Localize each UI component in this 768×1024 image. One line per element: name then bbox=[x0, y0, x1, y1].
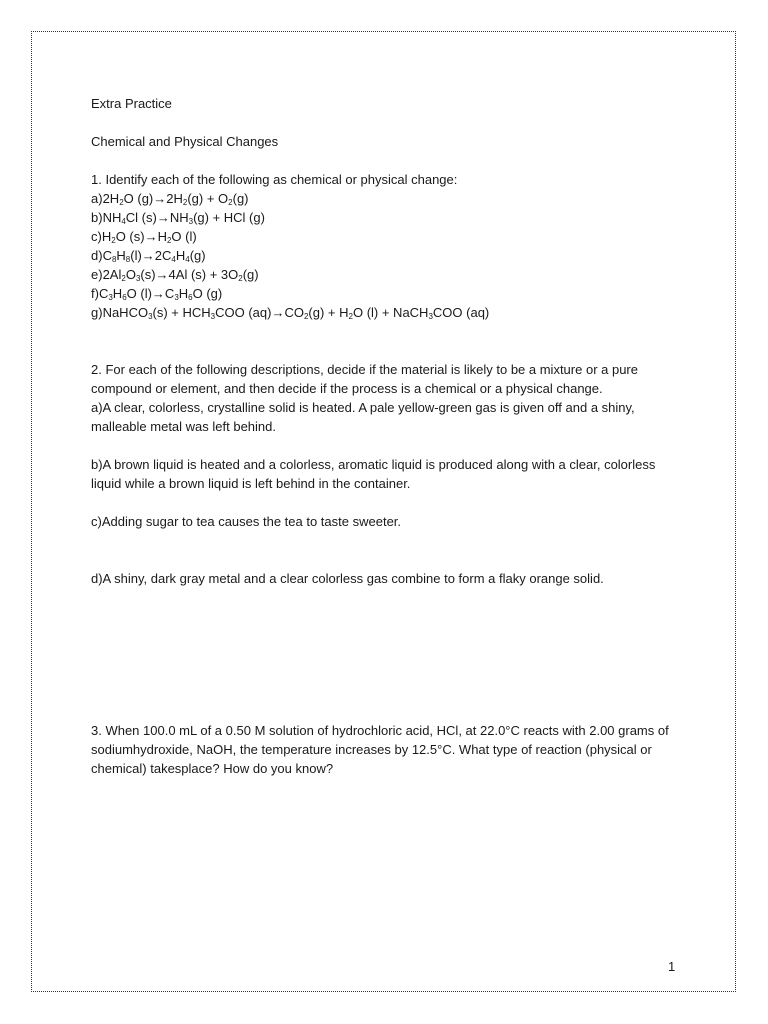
subscript: 2 bbox=[228, 198, 233, 207]
equation-label: f) bbox=[91, 286, 99, 301]
equation-item bbox=[91, 208, 681, 227]
equation-text: NH bbox=[102, 210, 122, 225]
subscript: 2 bbox=[303, 312, 309, 321]
question-1-prompt: 1. Identify each of the following as chemical or physical change: bbox=[91, 172, 458, 187]
equation-item bbox=[91, 303, 681, 322]
equation-text: 2Al bbox=[102, 267, 122, 282]
subscript: 2 bbox=[348, 312, 353, 321]
equation-text: H bbox=[116, 248, 126, 263]
equation-text: H bbox=[178, 286, 189, 301]
equation-text: (g) bbox=[242, 267, 259, 282]
document-title: Extra Practice bbox=[91, 96, 172, 111]
subscript: 3 bbox=[174, 293, 179, 302]
equation-item bbox=[91, 246, 681, 265]
equation-text: O (g) bbox=[192, 286, 223, 301]
equation-text: (g) + HCl (g) bbox=[193, 210, 265, 225]
equation-label: g) bbox=[91, 305, 103, 320]
question-2-prompt: 2. For each of the following descriptions, decide if the material is likely to be a mixture or a pure compound or element, and then decide if the process is a chemical or a physical change. bbox=[91, 362, 638, 396]
equation-text: O (l) bbox=[171, 229, 197, 244]
subscript: 8 bbox=[111, 255, 117, 264]
question-2c: c)Adding sugar to tea causes the tea to taste sweeter. bbox=[91, 514, 402, 529]
equation-item bbox=[91, 227, 681, 246]
subscript: 2 bbox=[111, 236, 116, 245]
equation-item bbox=[91, 284, 681, 303]
equation-text: (g) + H bbox=[308, 305, 349, 320]
equation-text: (g) bbox=[189, 248, 206, 263]
equation-text: O (l) + NaCH bbox=[352, 305, 429, 320]
subscript: 4 bbox=[185, 255, 190, 264]
subscript: 4 bbox=[121, 217, 126, 226]
subscript: 8 bbox=[125, 255, 131, 264]
equation-text: (s) + HCH bbox=[152, 305, 211, 320]
equation-text: H bbox=[112, 286, 123, 301]
equation-text: (g) + O bbox=[187, 191, 229, 206]
subscript: 3 bbox=[148, 312, 153, 321]
subscript: 3 bbox=[108, 293, 113, 302]
subscript: 4 bbox=[171, 255, 176, 264]
equation-label: d) bbox=[91, 248, 103, 263]
subscript: 2 bbox=[166, 236, 172, 245]
equation-text: C bbox=[102, 248, 112, 263]
subscript: 3 bbox=[428, 312, 433, 321]
question-2b: b)A brown liquid is heated and a colorless, aromatic liquid is produced along with a clear, colorless liquid while a brown liquid is left behind in the container. bbox=[91, 457, 656, 491]
equation-text: H bbox=[101, 229, 112, 244]
equation-label: b) bbox=[91, 210, 103, 225]
equation-label: a) bbox=[91, 191, 103, 206]
equation-text: NaHCO bbox=[102, 305, 149, 320]
question-3-prompt: 3. When 100.0 mL of a 0.50 M solution of hydrochloric acid, HCl, at 22.0°C reacts with 2.00 grams of sodiumhydroxide, NaOH, the temperature increases by 12.5°C. What type of reaction (physical or chemical) takesplace? How do you know? bbox=[91, 723, 669, 776]
subscript: 3 bbox=[210, 312, 216, 321]
page-number: 1 bbox=[668, 959, 676, 974]
equation-text: (g) bbox=[232, 191, 249, 206]
equation-label: e) bbox=[91, 267, 103, 282]
equation-text: C bbox=[98, 286, 109, 301]
equation-item bbox=[91, 189, 681, 208]
document-page bbox=[31, 31, 736, 992]
equation-label: c) bbox=[91, 229, 102, 244]
equation-text: H bbox=[175, 248, 186, 263]
equation-text: COO (aq)→CO bbox=[215, 305, 304, 320]
question-1-list bbox=[91, 189, 681, 322]
subscript: 3 bbox=[188, 217, 194, 226]
subscript: 2 bbox=[119, 198, 124, 207]
subscript: 2 bbox=[121, 274, 126, 283]
subscript: 6 bbox=[122, 293, 127, 302]
document-content bbox=[91, 94, 681, 778]
equation-text: (s)→4Al (s) + 3O bbox=[140, 267, 239, 282]
equation-text: 2H bbox=[102, 191, 120, 206]
question-2a: a)A clear, colorless, crystalline solid is heated. A pale yellow-green gas is given off and a shiny, malleable metal was left behind. bbox=[91, 400, 635, 434]
equation-text: COO (aq) bbox=[432, 305, 490, 320]
equation-text: O (g)→2H bbox=[123, 191, 183, 206]
subscript: 2 bbox=[238, 274, 243, 283]
subscript: 2 bbox=[182, 198, 188, 207]
question-2d: d)A shiny, dark gray metal and a clear colorless gas combine to form a flaky orange solid. bbox=[91, 571, 604, 586]
equation-item bbox=[91, 265, 681, 284]
section-heading: Chemical and Physical Changes bbox=[91, 134, 279, 149]
subscript: 3 bbox=[135, 274, 141, 283]
equation-text: O bbox=[125, 267, 136, 282]
equation-text: O (l)→C bbox=[126, 286, 175, 301]
equation-text: Cl (s)→NH bbox=[125, 210, 189, 225]
equation-text: (l)→2C bbox=[130, 248, 172, 263]
subscript: 6 bbox=[188, 293, 193, 302]
equation-text: O (s)→H bbox=[115, 229, 167, 244]
